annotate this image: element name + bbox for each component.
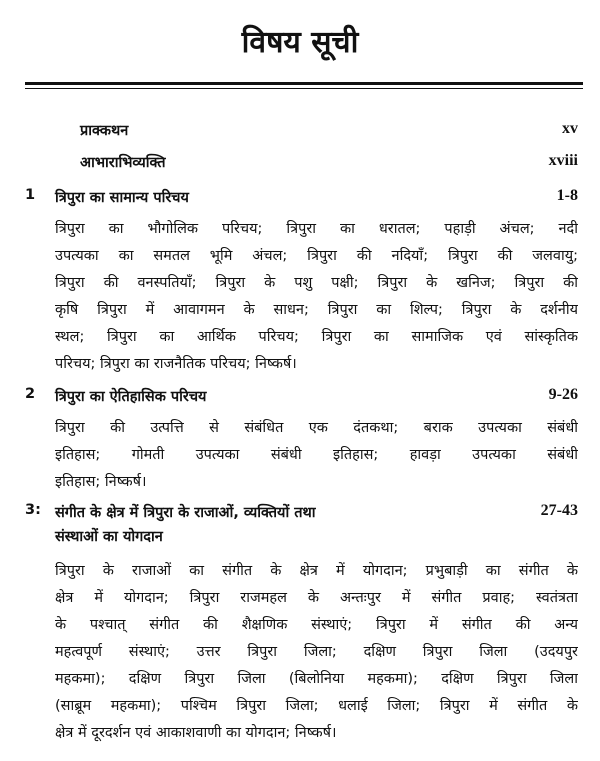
contents-line: के पश्चात् संगीत की शैक्षणिक संस्थाएं; त्रिपुरा में संगीत की अन्य <box>55 617 578 633</box>
contents-line: क्षेत्र में योगदान; त्रिपुरा राजमहल के अन्तःपुर में संगीत प्रवाह; स्वतंत्रता <box>55 590 578 606</box>
chapter-title: संगीत के क्षेत्र में त्रिपुरा के राजाओं, व्यक्तियों तथा <box>55 505 316 521</box>
entry-page: xv <box>562 120 578 137</box>
contents-line: महकमा); दक्षिण त्रिपुरा जिला (बिलोनिया महकमा); दक्षिण त्रिपुरा जिला <box>55 671 578 687</box>
chapter-title: त्रिपुरा का सामान्य परिचय <box>55 190 189 206</box>
contents-line: इतिहास; निष्कर्ष। <box>55 474 147 490</box>
chapter-2-contents <box>55 415 578 496</box>
chapter-pages: 9-26 <box>548 386 578 403</box>
entry-label: आभाराभिव्यक्ति <box>80 155 166 171</box>
chapter-number: 1 <box>25 187 36 203</box>
contents-line: कृषि त्रिपुरा में आवागमन के साधन; त्रिपुरा का शिल्प; त्रिपुरा के दर्शनीय <box>55 302 578 318</box>
contents-line: (साब्रूम महकमा); पश्चिम त्रिपुरा जिला; धलाई जिला; त्रिपुरा में संगीत के <box>55 698 578 714</box>
contents-line: त्रिपुरा के राजाओं का संगीत के क्षेत्र में योगदान; प्रभुबाड़ी का संगीत के <box>55 563 578 579</box>
contents-line: स्थल; त्रिपुरा का आर्थिक परिचय; त्रिपुरा का सामाजिक एवं सांस्कृतिक <box>55 329 578 345</box>
chapter-3-contents <box>55 558 578 747</box>
chapter-title-line2: संस्थाओं का योगदान <box>55 529 163 545</box>
chapter-pages: 1-8 <box>556 187 578 204</box>
contents-line: त्रिपुरा का भौगोलिक परिचय; त्रिपुरा का धरातल; पहाड़ी अंचल; नदी <box>55 221 578 237</box>
chapter-number: 3: <box>25 502 41 518</box>
title-rule-thick <box>25 82 583 85</box>
contents-line: उपत्यका का समतल भूमि अंचल; त्रिपुरा की नदियाँ; त्रिपुरा की जलवायु; <box>55 248 578 264</box>
contents-line: परिचय; त्रिपुरा का राजनैतिक परिचय; निष्कर्ष। <box>55 356 297 372</box>
entry-label: प्राक्कथन <box>80 123 129 139</box>
chapter-1-contents <box>55 216 578 378</box>
contents-line: महत्वपूर्ण संस्थाएं; उत्तर त्रिपुरा जिला; दक्षिण त्रिपुरा जिला (उदयपुर <box>55 644 578 660</box>
entry-page: xviii <box>548 152 578 169</box>
chapter-title: त्रिपुरा का ऐतिहासिक परिचय <box>55 389 207 405</box>
contents-line: त्रिपुरा की वनस्पतियाँ; त्रिपुरा के पशु पक्षी; त्रिपुरा के खनिज; त्रिपुरा की <box>55 275 578 291</box>
contents-line: क्षेत्र में दूरदर्शन एवं आकाशवाणी का योगदान; निष्कर्ष। <box>55 725 337 741</box>
title-rule-thin <box>25 88 583 89</box>
page-title: विषय सूची <box>241 25 359 60</box>
chapter-pages: 27-43 <box>540 502 578 519</box>
chapter-number: 2 <box>25 386 36 402</box>
contents-line: इतिहास; गोमती उपत्यका संबंधी इतिहास; हावड़ा उपत्यका संबंधी <box>55 447 578 463</box>
contents-line: त्रिपुरा की उत्पत्ति से संबंधित एक दंतकथा; बराक उपत्यका संबंधी <box>55 420 578 436</box>
